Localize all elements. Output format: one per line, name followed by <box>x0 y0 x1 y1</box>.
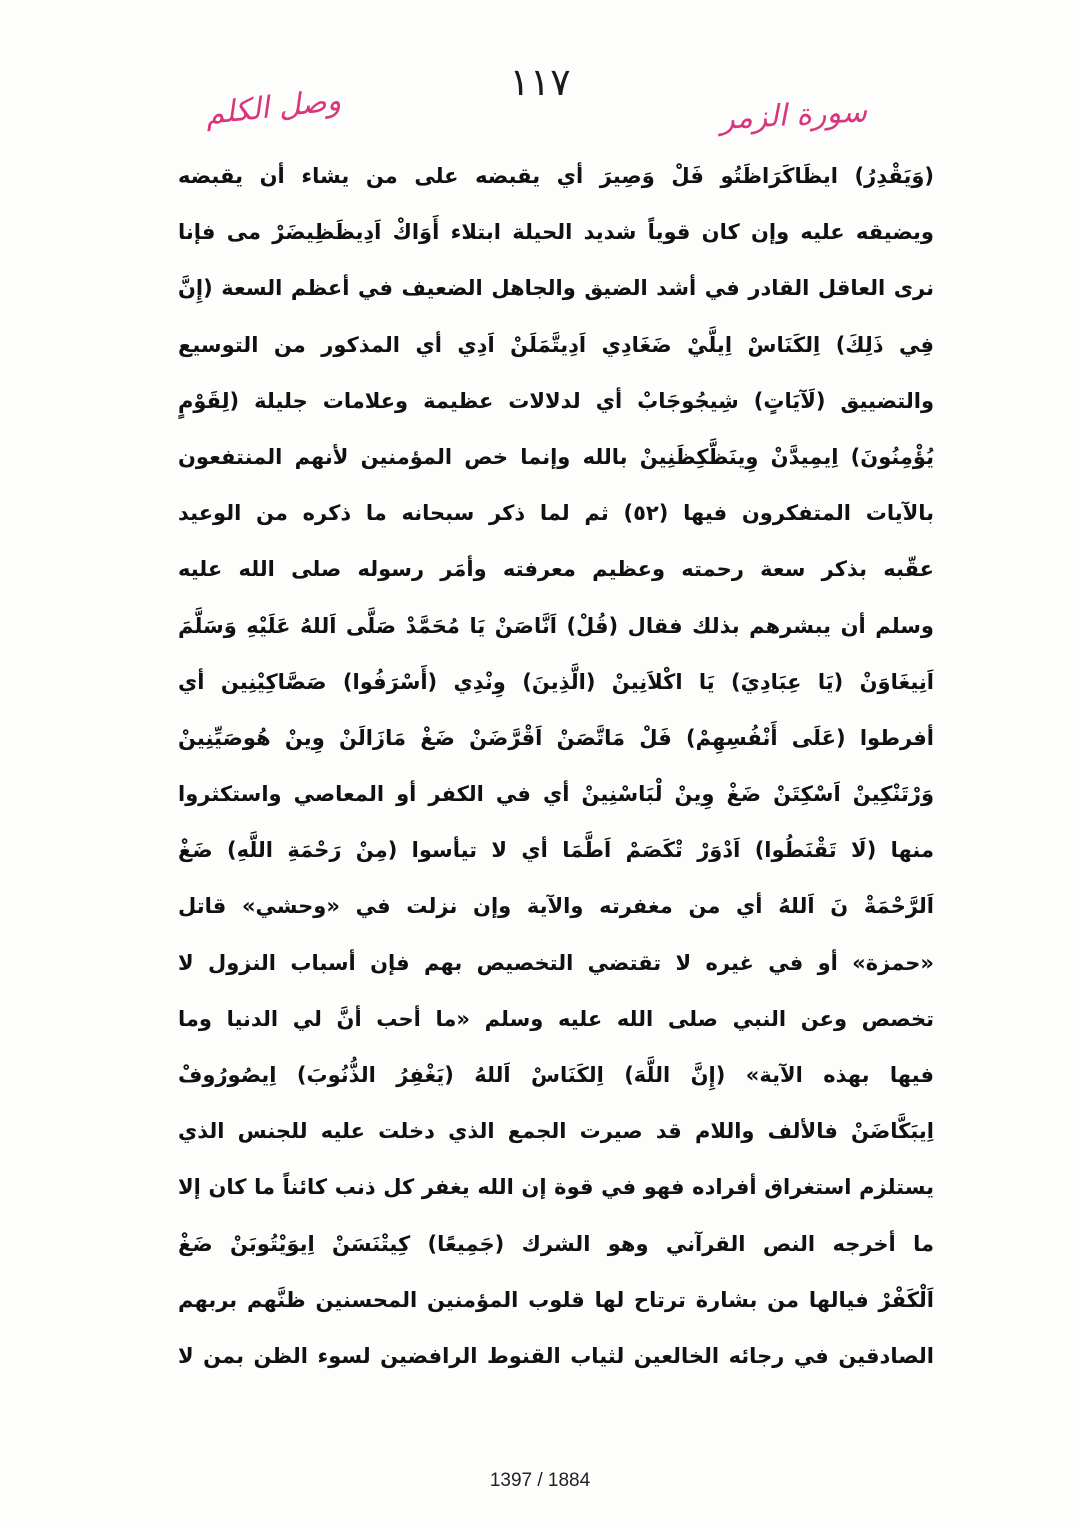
pagination-indicator: 1397 / 1884 <box>489 1470 591 1491</box>
text-line: الصادقين في رجائه الخالعين لثياب القنوط الرافضين لسوء الظن بمن لا <box>178 1343 934 1368</box>
text-line: وَرْتَنْكِينْ اَسْكِتَنْ ضَغْ وِينْ لْبَاسْنِينْ أي في الكفر أو المعاصي واستكثروا <box>178 782 934 807</box>
page-number: ١١٧ <box>509 60 571 104</box>
handwritten-surah-title: سورة الزمر <box>719 94 868 137</box>
page-header <box>0 58 1080 148</box>
text-line: تخصص وعن النبي صلى الله عليه وسلم «ما أحب أنَّ لي الدنيا وما <box>178 1006 934 1031</box>
text-line: عقّبه بذكر سعة رحمته وعظيم معرفته وأمَر رسوله صلى الله عليه <box>178 557 934 582</box>
text-line: (وَيَقْدِرُ) ايظَاكَرَاظَتُو فَلْ وَصِيرَ أي يقبضه على من يشاء أن يقبضه <box>178 164 934 188</box>
text-line: فيها بهذه الآية» (إِنَّ اللَّهَ) اِلكَنَاسْ اَللهُ (يَغْفِرُ الذُّنُوبَ) اِيصُورُوفْ <box>178 1063 934 1087</box>
text-line: والتضييق (لَآيَاتٍ) شِيجُوجَابْ أي لدلالات عظيمة وعلامات جليلة (لِقَوْمٍ <box>178 388 934 413</box>
body-text <box>178 148 934 1384</box>
text-line: اَلرَّحْمَةْ نَ اَللهُ أي من مغفرته والآية وإن نزلت في «وحشي» قاتل <box>178 894 934 919</box>
text-line: ما أخرجه النص القرآني وهو الشرك (جَمِيعًا) كِيتْنَسَنْ اِيوَيْتُوبَنْ ضَغْ <box>178 1231 934 1256</box>
handwritten-note-left: وصل الكلم <box>203 82 343 133</box>
text-line: وسلم أن يبشرهم بذلك فقال (قُلْ) اَنَّاصَنْ يَا مُحَمَّدْ صَلَّى اَللهُ عَلَيْهِ وَسَلَّمَ <box>178 613 934 638</box>
text-line: يُؤْمِنُونَ) اِيمِيدَّنْ وِينَظَّكِظَنِينْ بالله وإنما خص المؤمنين لأنهم المنتفعون <box>178 444 934 469</box>
text-line: فِي ذَلِكَ) اِلكَنَاسْ اِيلَّيْ ضَغَادِي اَدِيتَّمَلَنْ اَدِي أي المذكور من التوسيع <box>178 332 934 357</box>
text-line: اِيبَكَّاضَنْ فالألف واللام قد صيرت الجمع الذي دخلت عليه للجنس الذي <box>178 1119 934 1144</box>
text-line: منها (لَا تَقْنَطُوا) اَدْوَرْ تْكَصَمْ اَطَّمَا أي لا تيأسوا (مِنْ رَحْمَةِ اللَّهِ) ضَغْ <box>178 838 934 863</box>
text-line: يستلزم استغراق أفراده فهو في قوة إن الله يغفر كل ذنب كائناً ما كان إلا <box>178 1175 934 1200</box>
text-line: بالآيات المتفكرون فيها (٥٢) ثم لما ذكر سبحانه ما ذكره من الوعيد <box>178 501 934 526</box>
text-line: نرى العاقل القادر في أشد الضيق والجاهل الضعيف في أعظم السعة (إِنَّ <box>178 276 934 301</box>
text-line: اَلْكَفْرْ فيالها من بشارة ترتاح لها قلوب المؤمنين المحسنين ظنَّهم بربهم <box>178 1287 934 1312</box>
text-line: أفرطوا (عَلَى أَنْفُسِهِمْ) فَلْ مَاتَّصَنْ اَقْرَّضَنْ ضَغْ مَازَالَنْ وِينْ هُوصَيِّنِينْ <box>178 725 934 750</box>
text-line: اَنِيغَاوَنْ (يَا عِبَادِيَ) يَا اكْلاَنِينْ (الَّذِينَ) وِنْدِي (أَسْرَفُوا) صَصَّاكِيْنِين أي <box>178 669 934 694</box>
text-line: «حمزة» أو في غيره لا تقتضي التخصيص بهم فإن أسباب النزول لا <box>178 950 934 975</box>
text-line: ويضيقه عليه وإن كان قوياً شديد الحيلة ابتلاء أَوَاكْ اَدِيظَظِيضَرْ مى فإنا <box>178 220 934 245</box>
